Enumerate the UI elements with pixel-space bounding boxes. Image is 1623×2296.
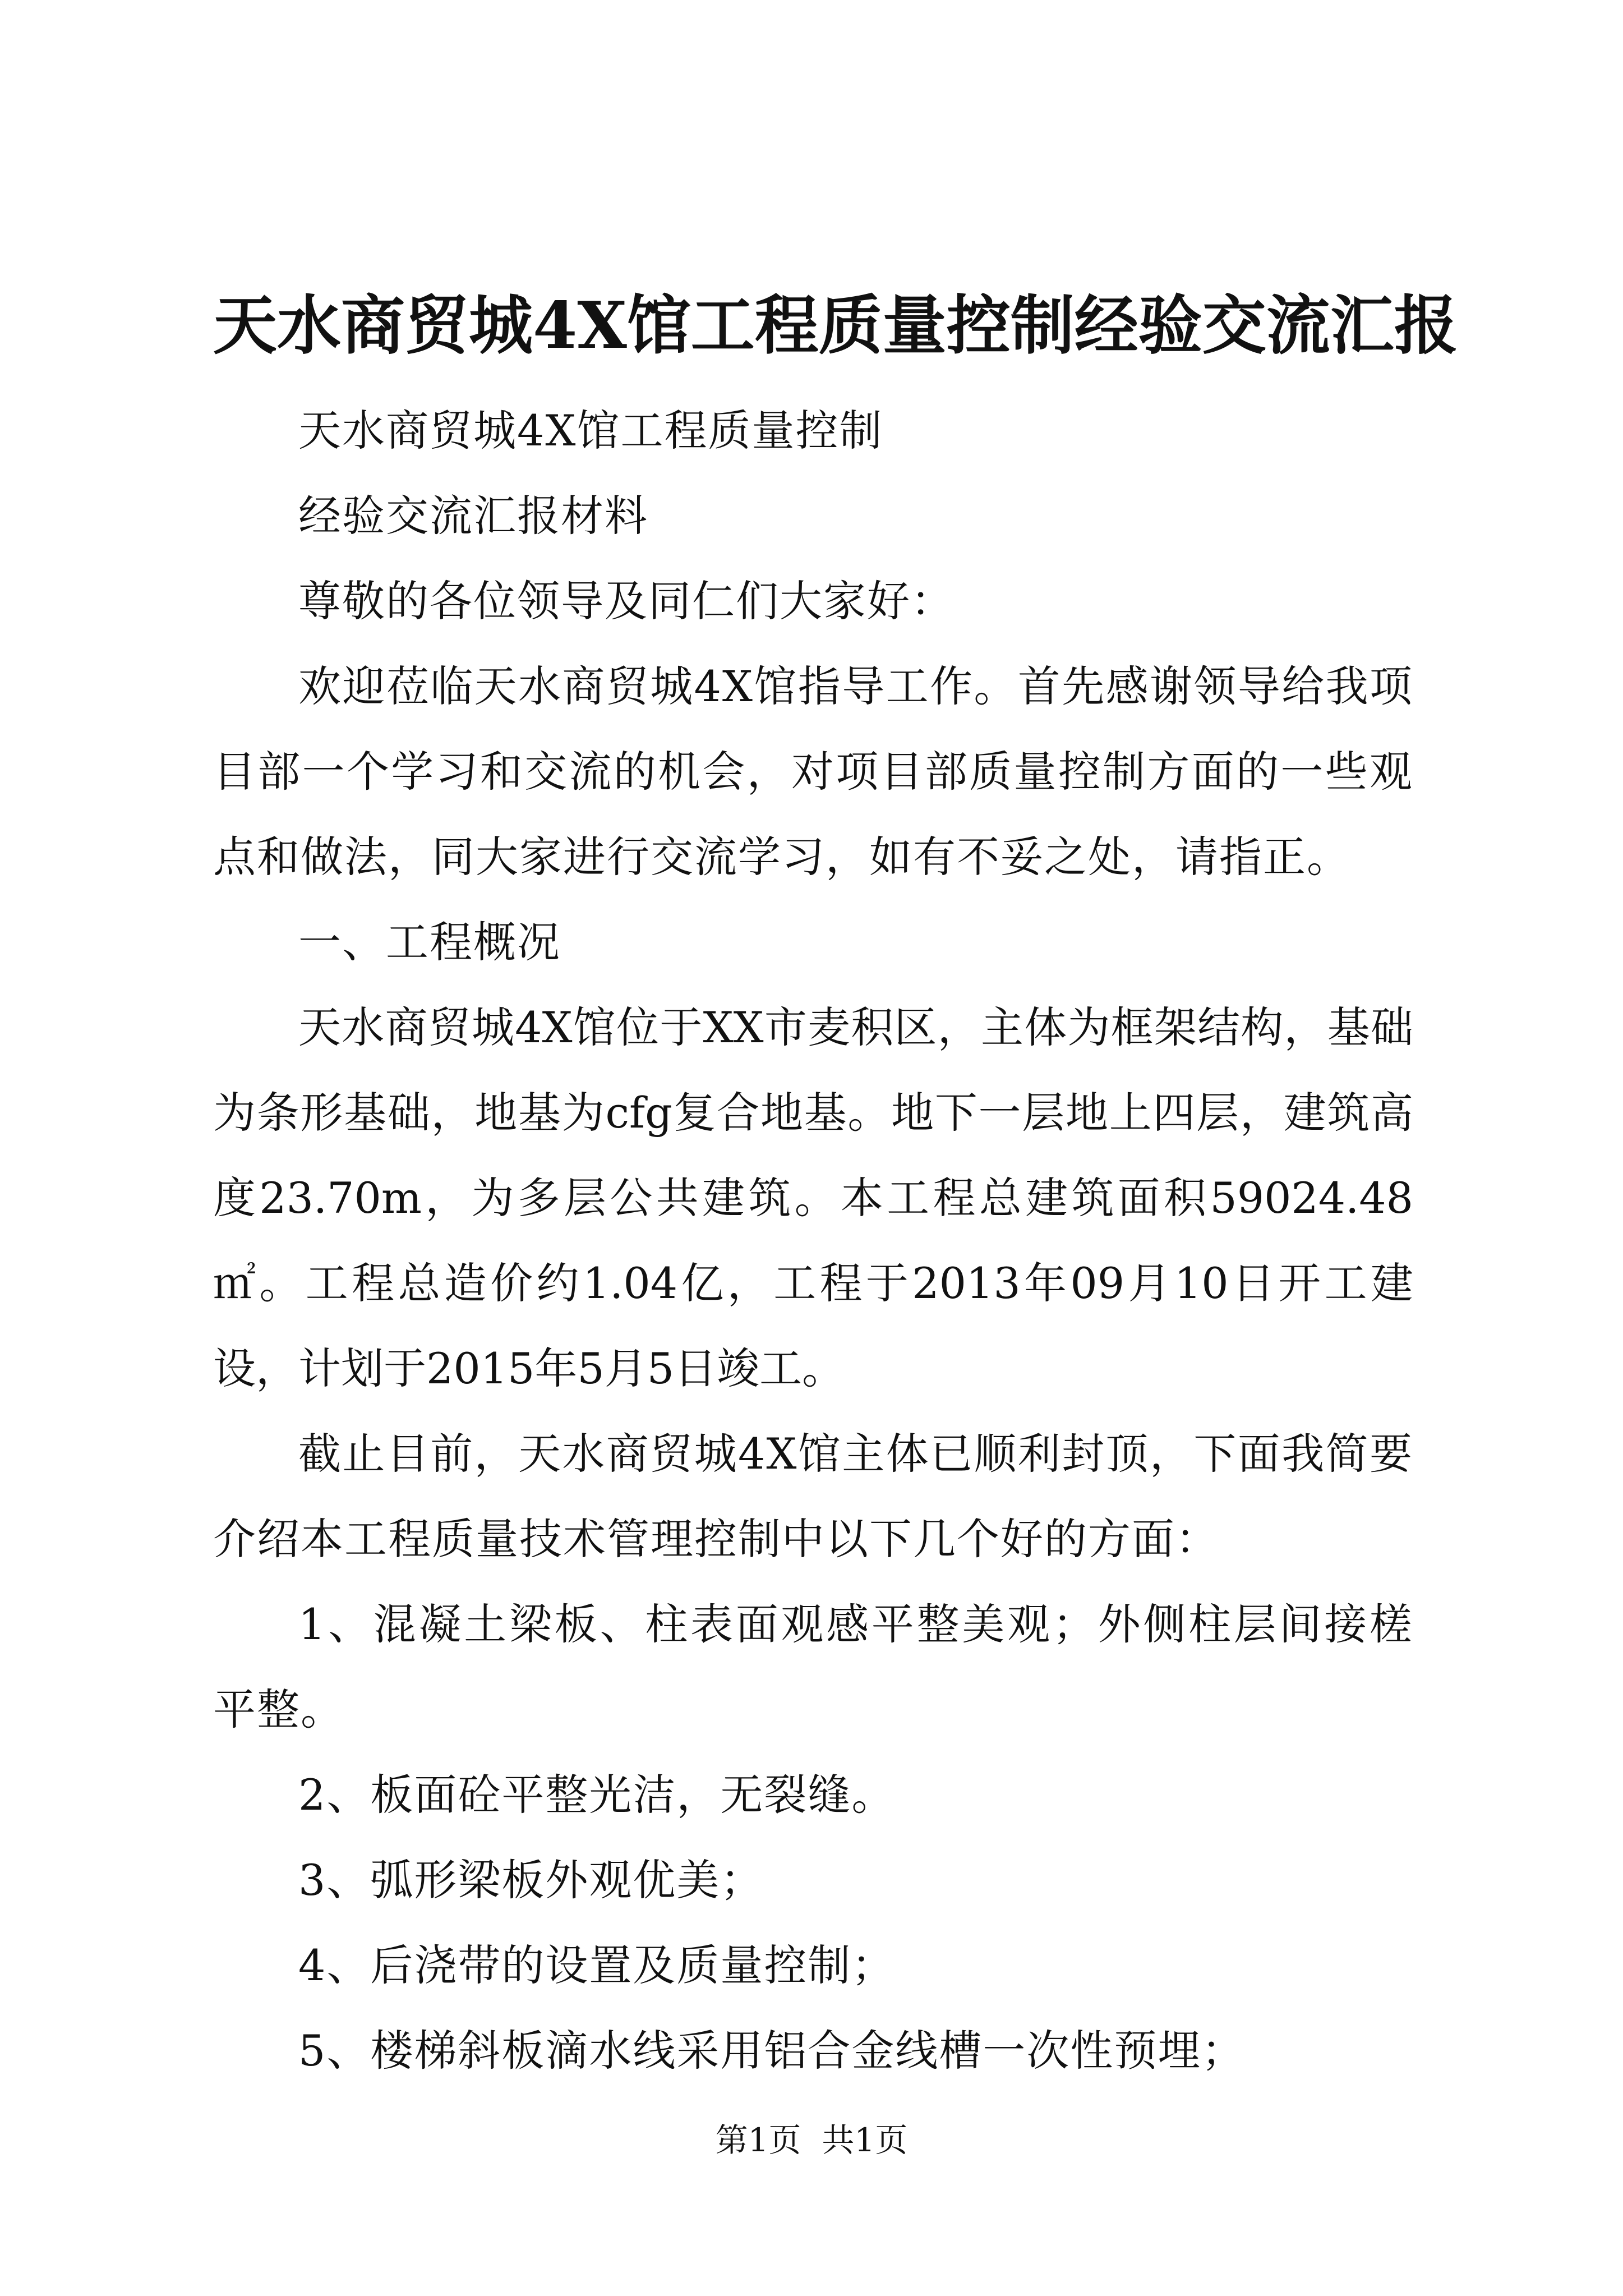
paragraph-greeting: 尊敬的各位领导及同仁们大家好： bbox=[298, 576, 955, 626]
list-item-1: 1、混凝土梁板、柱表面观感平整美观；外侧柱层间接槎平整。 bbox=[213, 1599, 1413, 1734]
document-body bbox=[213, 388, 1413, 2093]
section-heading-overview: 一、工程概况 bbox=[298, 917, 561, 967]
paragraph-welcome: 欢迎莅临天水商贸城4X馆指导工作。首先感谢领导给我项目部一个学习和交流的机会，对项目部质量控制方面的一些观点和做法，同大家进行交流学习，如有不妥之处，请指正。 bbox=[213, 661, 1413, 882]
page-footer: 第1页 共1页 bbox=[715, 2121, 908, 2159]
paragraph-project-overview: 天水商贸城4X馆位于XX市麦积区，主体为框架结构，基础为条形基础，地基为cfg复合地基。地下一层地上四层，建筑高度23.70m，为多层公共建筑。本工程总建筑面积59024.48㎡。工程总造价约1.04亿，工程于2013年09月10日开工建设，计划于2015年5月5日竣工。 bbox=[213, 1002, 1413, 1393]
list-item-2: 2、板面砼平整光洁，无裂缝。 bbox=[298, 1770, 896, 1820]
document-title: 天水商贸城4X馆工程质量控制经验交流汇报 bbox=[213, 288, 1458, 363]
list-item-3: 3、弧形梁板外观优美； bbox=[298, 1855, 764, 1905]
paragraph-subtitle-1: 天水商贸城4X馆工程质量控制 bbox=[298, 406, 883, 455]
list-item-4: 4、后浇带的设置及质量控制； bbox=[298, 1940, 896, 1990]
paragraph-progress: 截止目前，天水商贸城4X馆主体已顺利封顶，下面我简要介绍本工程质量技术管理控制中以下几个好的方面： bbox=[213, 1429, 1413, 1564]
paragraph-subtitle-2: 经验交流汇报材料 bbox=[298, 491, 648, 541]
list-item-5: 5、楼梯斜板滴水线采用铝合金线槽一次性预埋； bbox=[298, 2026, 1246, 2076]
